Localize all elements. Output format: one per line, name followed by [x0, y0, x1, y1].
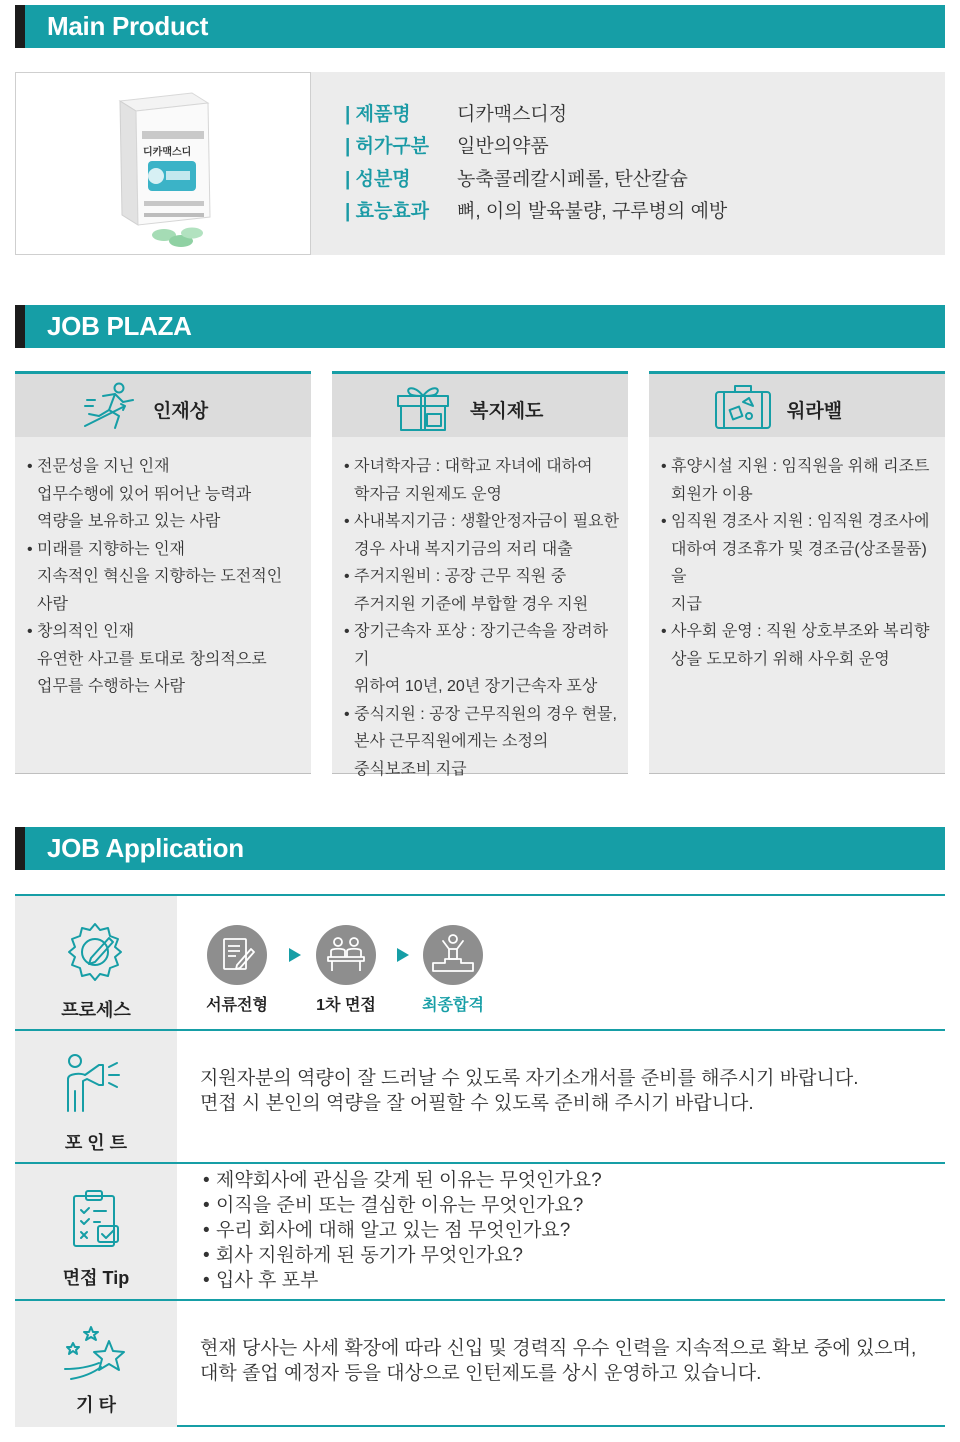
list-item-text: 상을 도모하기 위해 사우회 운영: [671, 650, 890, 668]
list-item: [27, 646, 305, 674]
product-info: [345, 96, 727, 226]
point-line: 면접 시 본인의 역량을 잘 어필할 수 있도록 준비해 주시기 바랍니다.: [200, 1093, 754, 1114]
list-item: [661, 591, 939, 619]
row-label-cell: [15, 1301, 177, 1427]
list-item: [27, 591, 305, 619]
list-item: [344, 673, 622, 701]
list-item-text: 사람: [37, 595, 68, 613]
list-item-text: 지속적인 혁신을 지향하는 도전적인: [37, 568, 283, 585]
row-label-cell: [15, 1164, 177, 1299]
list-item: [344, 728, 622, 756]
main-product-header: [15, 5, 945, 48]
product-row: [345, 129, 727, 162]
list-item-text: 위하여 10년, 20년 장기근속자 포상: [354, 678, 598, 695]
plaza-column-header: [649, 374, 945, 437]
interview-tip-row: [15, 1164, 945, 1301]
list-item: [661, 536, 939, 591]
interview-tip-list: [203, 1168, 602, 1293]
list-item: • 전문성을 지닌 인재: [27, 453, 305, 481]
shooting-star-icon: [61, 1321, 129, 1383]
point-line: 지원자분의 역량이 잘 드러날 수 있도록 자기소개서를 준비를 해주시기 바랍니다.: [200, 1068, 859, 1089]
job-application-header: [15, 827, 945, 870]
section-title: JOB Application: [47, 833, 244, 863]
list-item-text: 업무를 수행하는 사람: [37, 678, 185, 695]
point-row: [15, 1031, 945, 1164]
plaza-column-title: 워라밸: [787, 401, 843, 422]
list-item-text: 유연한 사고를 토대로 창의적으로: [37, 650, 267, 668]
list-item: • 제약회사에 관심을 갖게 된 이유는 무엇인가요?: [203, 1168, 602, 1193]
plaza-list: [661, 453, 939, 673]
document-icon: [207, 925, 267, 985]
product-box: [15, 72, 945, 255]
step-arrow-icon: [397, 948, 409, 962]
row-label: 프로세스: [61, 1000, 131, 1020]
list-item: • 우리 회사에 대해 알고 있는 점 무엇인가요?: [203, 1218, 602, 1243]
winner-podium-icon: [423, 925, 483, 985]
step-circle-document: [207, 925, 267, 985]
list-item: • 창의적인 인재: [27, 618, 305, 646]
row-label: 포 인 트: [64, 1133, 128, 1153]
list-item: [344, 591, 622, 619]
list-item: • 회사 지원하게 된 동기가 무엇인가요?: [203, 1243, 602, 1268]
list-item-text: 지급: [671, 595, 702, 613]
application-table: [15, 894, 945, 1427]
runner-icon: [81, 380, 143, 432]
plaza-column-header: [332, 374, 628, 437]
product-row: [345, 194, 727, 227]
row-label-cell: [15, 896, 177, 1029]
list-item: • 사우회 운영 : 직원 상호부조와 복리향: [661, 618, 939, 646]
etc-row: [15, 1301, 945, 1427]
megaphone-person-icon: [63, 1051, 127, 1113]
list-item: [344, 481, 622, 509]
list-item: • 자녀학자금 : 대학교 자녀에 대하여: [344, 453, 622, 481]
etc-line: 현재 당사는 사세 확장에 따라 신입 및 경력직 우수 인력을 지속적으로 확보 중에 있으며,: [200, 1338, 917, 1359]
row-label: 면접 Tip: [62, 1268, 130, 1288]
list-item-text: 역량을 보유하고 있는 사람: [37, 513, 221, 530]
list-item-text: 본사 근무직원에게는 소정의: [354, 733, 549, 750]
product-key: | 효능효과: [345, 201, 430, 223]
row-label-cell: [15, 1031, 177, 1162]
plaza-list: [344, 453, 622, 783]
list-item: • 중식지원 : 공장 근무직원의 경우 현물,: [344, 701, 622, 729]
step-circle-final: [423, 925, 483, 985]
product-value: 뼈, 이의 발육불량, 구루병의 예방: [457, 201, 728, 223]
product-image: [15, 72, 311, 255]
list-item-text: 중식보조비 지급: [354, 760, 467, 778]
plaza-column-work-life: [649, 371, 945, 774]
point-text: [200, 1066, 858, 1116]
suitcase-icon: [713, 380, 773, 432]
step-circle-interview: [316, 925, 376, 985]
list-item: • 입사 후 포부: [203, 1268, 602, 1293]
plaza-column-title: 복지제도: [470, 401, 544, 422]
process-row: [15, 896, 945, 1031]
list-item: • 장기근속자 포상 : 장기근속을 장려하기: [344, 618, 622, 673]
section-title: Main Product: [47, 11, 209, 41]
list-item-text: 경우 사내 복지기금의 저리 대출: [354, 540, 573, 558]
list-item: • 이직을 준비 또는 결심한 이유는 무엇인가요?: [203, 1193, 602, 1218]
etc-line: 대학 졸업 예정자 등을 대상으로 인턴제도를 상시 운영하고 있습니다.: [200, 1363, 762, 1384]
list-item: [661, 646, 939, 674]
product-key: | 제품명: [345, 103, 411, 125]
plaza-list: [27, 453, 305, 701]
list-item: [27, 563, 305, 591]
list-item: [27, 481, 305, 509]
plaza-column-header: [15, 374, 311, 437]
list-item: • 임직원 경조사 지원 : 임직원 경조사에: [661, 508, 939, 536]
list-item: • 미래를 지향하는 인재: [27, 536, 305, 564]
list-item-text: 업무수행에 있어 뛰어난 능력과: [37, 485, 252, 503]
product-value: 일반의약품: [457, 136, 549, 158]
list-item: • 주거지원비 : 공장 근무 직원 중: [344, 563, 622, 591]
list-item-text: 주거지원 기준에 부합할 경우 지원: [354, 595, 589, 613]
plaza-column-title: 인재상: [153, 401, 209, 422]
section-title: JOB PLAZA: [47, 311, 192, 341]
list-item: [27, 673, 305, 701]
product-key: | 허가구분: [345, 136, 430, 158]
plaza-column-welfare: [332, 371, 628, 778]
interview-icon: [316, 925, 376, 985]
list-item: [344, 536, 622, 564]
step-arrow-icon: [289, 948, 301, 962]
list-item: • 사내복지기금 : 생활안정자금이 필요한: [344, 508, 622, 536]
job-plaza-header: [15, 305, 945, 348]
step-label: 서류전형: [206, 997, 268, 1014]
list-item: [344, 756, 622, 784]
product-key: | 성분명: [345, 168, 411, 190]
list-item-text: 학자금 지원제도 운영: [354, 485, 502, 503]
step-label-final: 최종합격: [422, 997, 484, 1014]
gear-pencil-icon: [63, 920, 127, 984]
list-item-text: 회원가 이용: [671, 485, 753, 503]
product-value: 디카맥스디정: [457, 103, 568, 125]
product-row: [345, 96, 727, 129]
list-item: [661, 481, 939, 509]
step-label: 1차 면접: [316, 997, 376, 1014]
row-label: 기 타: [76, 1395, 116, 1415]
medicine-box-image: [16, 73, 312, 256]
list-item: [27, 508, 305, 536]
product-value: 농축콜레칼시페롤, 탄산칼슘: [457, 168, 688, 190]
etc-text: [200, 1336, 916, 1386]
list-item-text: 대하여 경조휴가 및 경조금(상조물품)을: [671, 540, 927, 585]
clipboard-checklist-icon: [70, 1188, 122, 1250]
list-item: • 휴양시설 지원 : 임직원을 위해 리조트: [661, 453, 939, 481]
svg-text:디카맥스디: 디카맥스디: [143, 147, 192, 158]
product-row: [345, 161, 727, 194]
plaza-column-talent: [15, 371, 311, 774]
gift-icon: [394, 380, 452, 432]
